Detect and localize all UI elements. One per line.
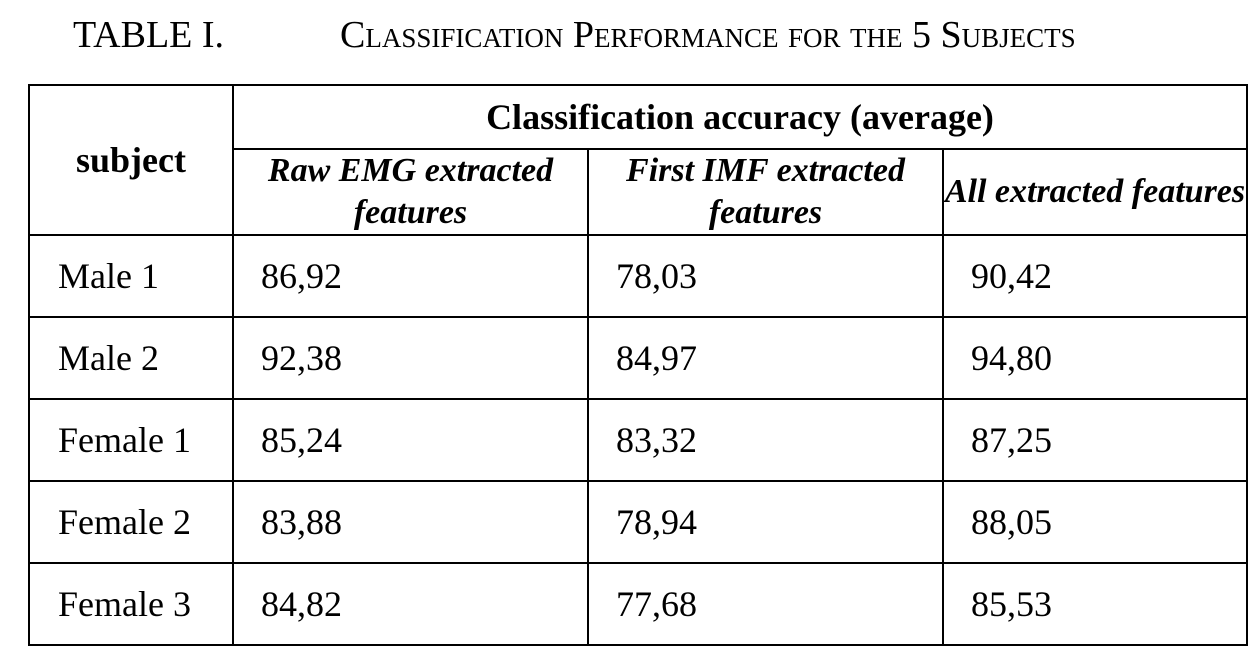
raw-emg-value: 86,92 (233, 235, 588, 317)
subject-column-header: subject (29, 85, 233, 235)
all-features-value: 88,05 (943, 481, 1247, 563)
table-caption (0, 12, 1259, 62)
first-imf-value: 84,97 (588, 317, 943, 399)
table-row (29, 235, 1247, 317)
table-row (29, 481, 1247, 563)
table-row (29, 563, 1247, 645)
column-header-raw-emg: Raw EMG extracted features (233, 149, 588, 235)
table-number: TABLE I. (73, 14, 225, 56)
first-imf-value: 83,32 (588, 399, 943, 481)
table-row (29, 399, 1247, 481)
classification-table (28, 84, 1248, 646)
subject-cell: Female 3 (29, 563, 233, 645)
raw-emg-value: 85,24 (233, 399, 588, 481)
all-features-value: 94,80 (943, 317, 1247, 399)
subject-cell: Female 2 (29, 481, 233, 563)
header-row-group (29, 85, 1247, 149)
all-features-value: 90,42 (943, 235, 1247, 317)
subject-cell: Male 2 (29, 317, 233, 399)
first-imf-value: 77,68 (588, 563, 943, 645)
subject-cell: Female 1 (29, 399, 233, 481)
first-imf-value: 78,03 (588, 235, 943, 317)
raw-emg-value: 92,38 (233, 317, 588, 399)
accuracy-group-header: Classification accuracy (average) (233, 85, 1247, 149)
raw-emg-value: 84,82 (233, 563, 588, 645)
column-header-all-features: All extracted features (943, 149, 1247, 235)
table-row (29, 317, 1247, 399)
all-features-value: 87,25 (943, 399, 1247, 481)
column-header-first-imf: First IMF extracted features (588, 149, 943, 235)
first-imf-value: 78,94 (588, 481, 943, 563)
raw-emg-value: 83,88 (233, 481, 588, 563)
all-features-value: 85,53 (943, 563, 1247, 645)
subject-cell: Male 1 (29, 235, 233, 317)
table-title: Classification Performance for the 5 Subjects (340, 14, 1076, 56)
